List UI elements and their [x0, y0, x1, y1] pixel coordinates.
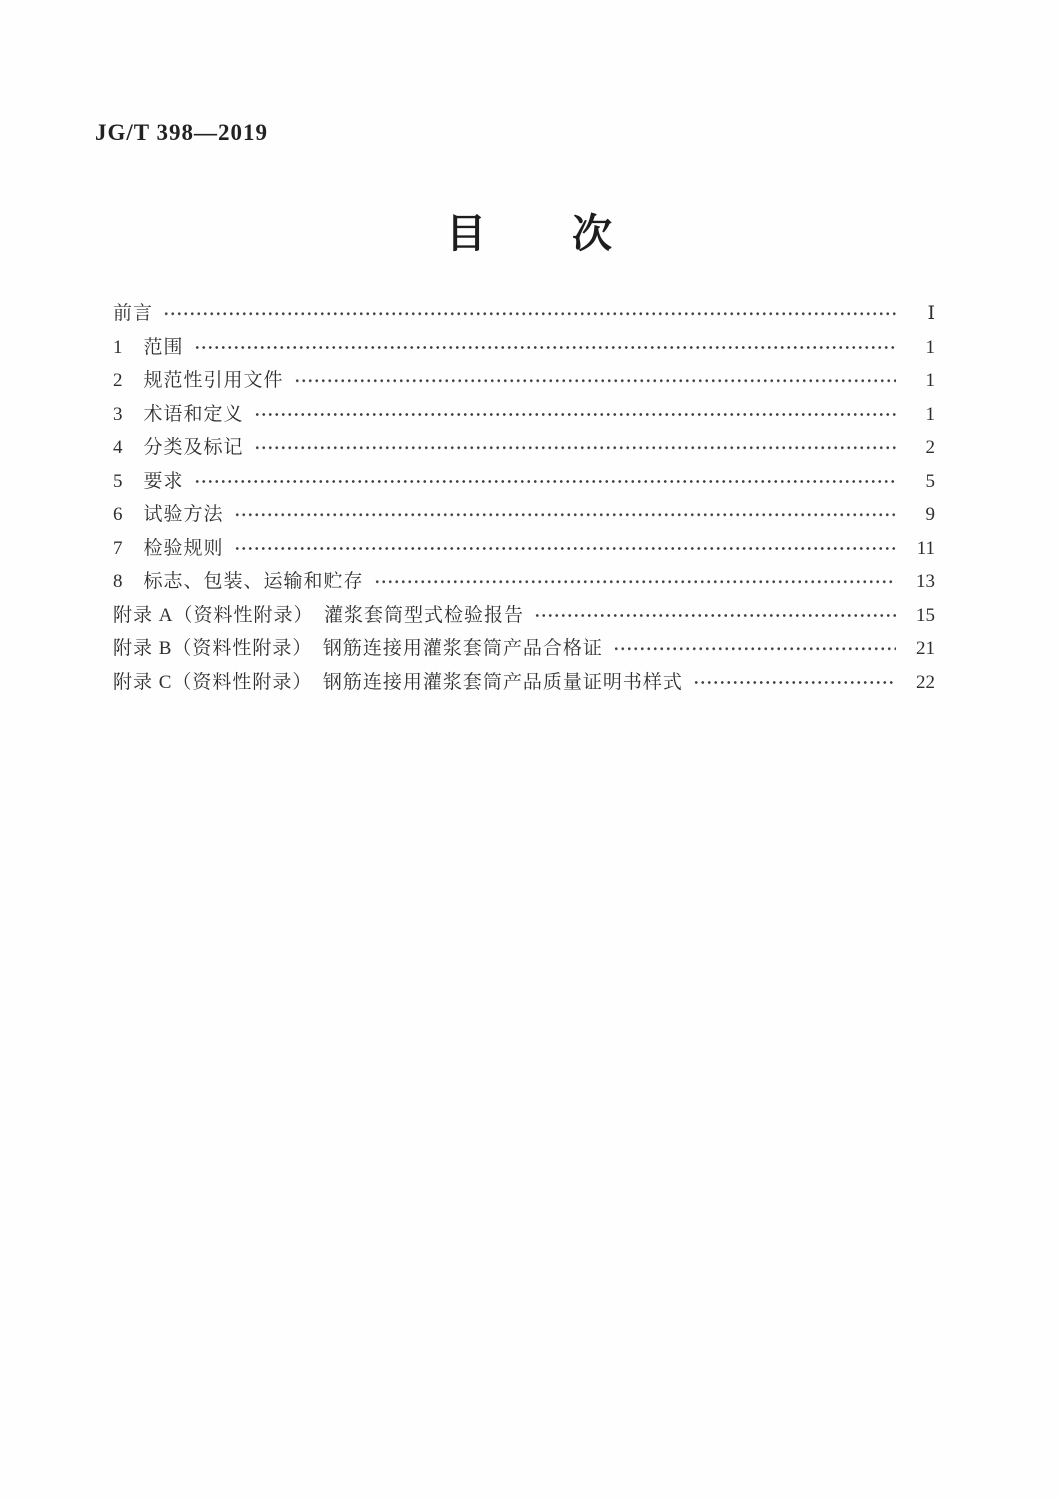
dot-leader — [254, 431, 896, 465]
toc-entry-label: 4 分类及标记 — [113, 437, 244, 458]
table-of-contents — [113, 297, 935, 699]
dot-leader — [374, 565, 896, 599]
toc-entry — [113, 297, 935, 331]
toc-entry — [113, 364, 935, 398]
toc-entry-page: 1 — [925, 403, 935, 425]
toc-entry — [113, 398, 935, 432]
toc-entry-page: 15 — [916, 604, 935, 626]
toc-entry — [113, 331, 935, 365]
standard-code: JG/T 398—2019 — [95, 120, 268, 145]
toc-entry-label: 8 标志、包装、运输和贮存 — [113, 571, 364, 592]
dot-leader — [613, 632, 896, 666]
toc-entry-label: 6 试验方法 — [113, 504, 224, 525]
dot-leader — [194, 331, 896, 365]
toc-entry-label: 1 范围 — [113, 336, 184, 358]
toc-entry — [113, 599, 935, 633]
toc-entry — [113, 431, 935, 465]
toc-entry-page: 1 — [925, 336, 935, 358]
dot-leader — [534, 599, 896, 633]
toc-entry-page: 2 — [925, 437, 935, 458]
toc-entry-label: 5 要求 — [113, 470, 184, 492]
toc-entry-page: Ⅰ — [927, 303, 935, 324]
dot-leader — [194, 465, 896, 499]
toc-entry — [113, 565, 935, 599]
dot-leader — [693, 666, 896, 700]
toc-entry-page: 11 — [916, 537, 935, 559]
toc-entry-page: 21 — [916, 638, 935, 659]
dot-leader — [294, 364, 896, 398]
toc-entry — [113, 532, 935, 566]
toc-entry-label: 前言 — [113, 303, 154, 324]
toc-entry-page: 1 — [925, 370, 935, 391]
toc-entry-page: 5 — [925, 470, 935, 492]
toc-entry-page: 9 — [925, 504, 935, 525]
toc-entry-label: 2 规范性引用文件 — [113, 370, 284, 391]
dot-leader — [254, 398, 896, 432]
toc-entry-label: 7 检验规则 — [113, 537, 224, 559]
dot-leader — [234, 498, 896, 532]
page-title: 目 次 — [446, 211, 614, 256]
dot-leader — [234, 532, 896, 566]
toc-entry — [113, 666, 935, 700]
toc-entry — [113, 498, 935, 532]
toc-entry-label: 附录 A（资料性附录） 灌浆套筒型式检验报告 — [113, 604, 524, 626]
toc-entry-label: 附录 C（资料性附录） 钢筋连接用灌浆套筒产品质量证明书样式 — [113, 671, 683, 693]
toc-entry — [113, 465, 935, 499]
toc-entry-label: 附录 B（资料性附录） 钢筋连接用灌浆套筒产品合格证 — [113, 638, 603, 659]
toc-entry — [113, 632, 935, 666]
toc-entry-page: 13 — [916, 571, 935, 592]
dot-leader — [163, 297, 896, 331]
toc-entry-label: 3 术语和定义 — [113, 403, 244, 425]
toc-entry-page: 22 — [916, 671, 935, 693]
